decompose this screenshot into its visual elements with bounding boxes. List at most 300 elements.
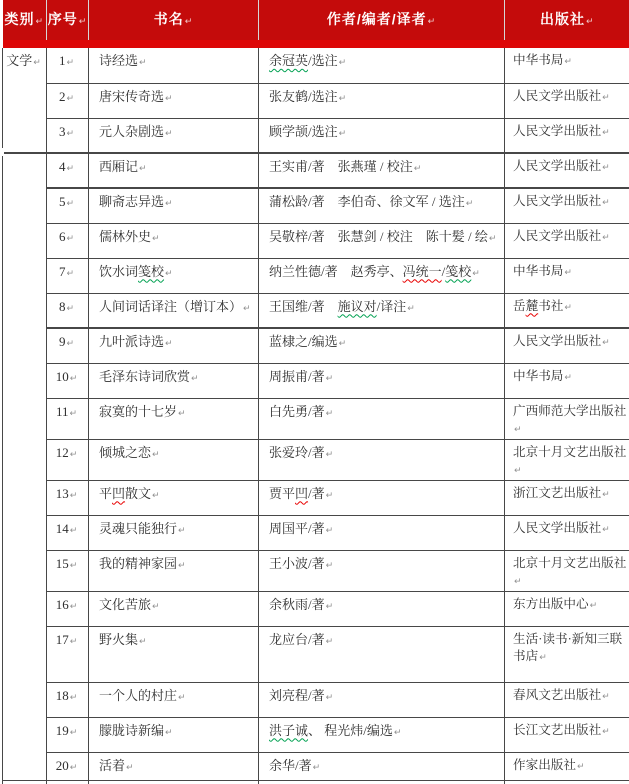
row-number: 5 [59,194,66,209]
pilcrow-mark: ↵ [394,728,402,738]
text-run: 中华书局 [513,53,563,67]
text-run: 中华书局 [513,369,563,383]
cell-publisher [505,591,629,626]
text-run: 顾学颉/选注 [269,124,338,139]
table-row [3,682,629,717]
cell-number [47,439,89,480]
book-list-table [2,0,629,784]
text-run: / [442,264,446,279]
text-run: 西厢记 [99,159,138,174]
cell-publisher [505,328,629,363]
pilcrow-mark: ↵ [602,338,610,348]
cell-author [259,328,505,363]
pilcrow-mark: ↵ [602,727,610,737]
table-left-border-gap [0,148,4,156]
table-row [3,258,629,293]
text-run: 我的精神家园 [99,556,177,571]
cell-number [47,515,89,550]
pilcrow-mark: ↵ [66,234,74,244]
pilcrow-mark: ↵ [466,199,474,209]
pilcrow-mark: ↵ [339,339,347,349]
text-run: 麓 [526,299,539,313]
header-strip-row [3,40,629,48]
cell-number [47,258,89,293]
cell-publisher [505,752,629,780]
pilcrow-mark: ↵ [152,491,160,501]
cell-author [259,258,505,293]
pilcrow-mark: ↵ [178,561,186,571]
pilcrow-mark: ↵ [602,490,610,500]
text-run: 余华/著 [269,758,312,773]
text-run: 浙江文艺出版社 [513,486,601,500]
text-run: 人间词话译注（增订本） [99,299,242,314]
pilcrow-mark: ↵ [564,303,572,313]
header-cell-number [47,0,89,40]
row-number: 9 [59,334,66,349]
row-number: 11 [56,404,69,419]
cell-book-title [89,398,259,439]
pilcrow-mark: ↵ [66,129,74,139]
cell-book-title [89,48,259,83]
text-run: 王国维/著 [269,299,338,314]
cell-book-title [89,293,259,328]
cell-number [47,328,89,363]
pilcrow-mark: ↵ [602,163,610,173]
table-row [3,398,629,439]
table-row [3,328,629,363]
cell-author [259,363,505,398]
pilcrow-mark: ↵ [70,491,78,501]
pilcrow-mark: ↵ [70,693,78,703]
cell-publisher [505,223,629,258]
text-run: 人民文学出版社 [513,229,601,243]
text-run: 余秋雨/著 [269,597,325,612]
table-row [3,591,629,626]
pilcrow-mark: ↵ [339,58,347,68]
cell-author [259,48,505,83]
text-run: 人民文学出版社 [513,124,601,138]
text-run: 饮水词 [99,264,138,279]
cell-number [47,48,89,83]
table-row [3,439,629,480]
cell-number [47,83,89,118]
text-run: 贾平 [269,486,295,501]
cell-publisher [505,398,629,439]
text-run: 蒲松龄/著 李伯奇、徐文军 / 选注 [269,194,465,209]
row-number: 12 [56,445,69,460]
pilcrow-mark: ↵ [590,601,598,611]
text-run: 九叶派诗选 [99,334,164,349]
cell-author [259,780,505,784]
cell-book-title [89,223,259,258]
pilcrow-mark: ↵ [489,234,497,244]
cell-author [259,626,505,682]
pilcrow-mark: ↵ [165,94,173,104]
pilcrow-mark: ↵ [139,164,147,174]
text-run: 白先勇/著 [269,404,325,419]
pilcrow-mark: ↵ [326,637,334,647]
pilcrow-mark: ↵ [70,763,78,773]
cell-number [47,780,89,784]
cell-publisher [505,780,629,784]
cell-number [47,188,89,223]
table-row [3,752,629,780]
row-number: 4 [59,159,66,174]
pilcrow-mark: ↵ [35,17,44,27]
cell-book-title [89,118,259,153]
cell-publisher [505,258,629,293]
pilcrow-mark: ↵ [407,304,415,314]
row-number: 8 [59,299,66,314]
pilcrow-mark: ↵ [472,269,480,279]
header-row [3,0,629,40]
table-row [3,223,629,258]
cell-book-title [89,682,259,717]
header-cell-publisher [505,0,629,40]
pilcrow-mark: ↵ [602,233,610,243]
pilcrow-mark: ↵ [70,561,78,571]
pilcrow-mark: ↵ [185,17,194,27]
text-run: 灵魂只能独行 [99,521,177,536]
pilcrow-mark: ↵ [602,692,610,702]
text-run: 余冠英 [269,53,308,68]
text-run: 凹 [112,486,125,501]
text-run: 纳兰性德/著 赵秀亭、 [269,264,403,279]
pilcrow-mark: ↵ [326,526,334,536]
pilcrow-mark: ↵ [564,57,572,67]
pilcrow-mark: ↵ [66,339,74,349]
pilcrow-mark: ↵ [243,304,251,314]
pilcrow-mark: ↵ [66,269,74,279]
pilcrow-mark: ↵ [514,425,522,435]
text-run: 蓝棣之/编选 [269,334,338,349]
partial-row [3,780,629,784]
text-run: /译注 [377,299,407,314]
text-run: 张爱玲/著 [269,445,325,460]
pilcrow-mark: ↵ [165,728,173,738]
header-label-category: 类别 [4,11,34,27]
cell-book-title [89,480,259,515]
text-run: 人民文学出版社 [513,194,601,208]
pilcrow-mark: ↵ [66,94,74,104]
cell-number [47,480,89,515]
row-number: 6 [59,229,66,244]
pilcrow-mark: ↵ [69,409,77,419]
row-number: 15 [56,556,69,571]
pilcrow-mark: ↵ [70,450,78,460]
table-body [3,48,629,784]
cell-book-title [89,439,259,480]
cell-book-title [89,780,259,784]
cell-publisher [505,515,629,550]
pilcrow-mark: ↵ [79,17,88,27]
text-run: 王实甫/著 张燕瑾 / 校注 [269,159,413,174]
text-run: 笺校 [138,264,164,279]
cell-author [259,515,505,550]
text-run: 洪子诚 [269,723,308,738]
text-run: 聊斋志异选 [99,194,164,209]
text-run: 寂寞的十七岁 [99,404,177,419]
table-row [3,153,629,188]
pilcrow-mark: ↵ [139,58,147,68]
pilcrow-mark: ↵ [326,409,334,419]
cell-publisher [505,118,629,153]
text-run: 诗经选 [99,53,138,68]
category-label: 文学 [6,53,32,68]
cell-number [47,293,89,328]
cell-book-title [89,550,259,591]
text-run: 人民文学出版社 [513,89,601,103]
text-run: 一个人的村庄 [99,688,177,703]
pilcrow-mark: ↵ [326,374,334,384]
pilcrow-mark: ↵ [326,561,334,571]
table-row [3,626,629,682]
cell-book-title [89,515,259,550]
cell-book-title [89,752,259,780]
pilcrow-mark: ↵ [313,763,321,773]
cell-number [47,153,89,188]
cell-book-title [89,363,259,398]
header-label-author: 作者/编者/译者 [327,11,427,27]
text-run: 北京十月文艺出版社 [513,556,626,570]
text-run: 周振甫/著 [269,369,325,384]
cell-author [259,682,505,717]
pilcrow-mark: ↵ [326,602,334,612]
text-run: 作家出版社 [513,758,576,772]
cell-publisher [505,363,629,398]
row-number: 7 [59,264,66,279]
text-run: 刘亮程/著 [269,688,325,703]
table-header [3,0,629,48]
table-row [3,515,629,550]
pilcrow-mark: ↵ [178,409,186,419]
cell-number [47,626,89,682]
row-number: 17 [56,632,69,647]
text-run: 中华书局 [513,264,563,278]
header-label-publisher: 出版社 [540,11,585,27]
pilcrow-mark: ↵ [165,199,173,209]
pilcrow-mark: ↵ [339,94,347,104]
cell-author [259,223,505,258]
pilcrow-mark: ↵ [139,637,147,647]
cell-author [259,398,505,439]
table-row [3,48,629,83]
table-row [3,188,629,223]
header-label-title: 书名 [154,11,184,27]
pilcrow-mark: ↵ [602,93,610,103]
pilcrow-mark: ↵ [326,450,334,460]
cell-number [47,363,89,398]
row-number: 20 [56,758,69,773]
text-run: 散文 [125,486,151,501]
header-label-number: 序号 [48,11,78,27]
pilcrow-mark: ↵ [165,129,173,139]
pilcrow-mark: ↵ [70,602,78,612]
text-run: 儒林外史 [99,229,151,244]
cell-category [3,48,47,153]
cell-publisher [505,717,629,752]
cell-publisher [505,48,629,83]
cell-author [259,439,505,480]
pilcrow-mark: ↵ [414,164,422,174]
text-run: 施议对 [338,299,377,314]
cell-book-title [89,153,259,188]
text-run: 张友鹤/选注 [269,89,338,104]
text-run: 吴敬梓/著 张慧剑 / 校注 陈十髪 / 绘 [269,229,488,244]
cell-number [47,223,89,258]
cell-book-title [89,328,259,363]
text-run: 唐宋传奇选 [99,89,164,104]
text-run: 北京十月文艺出版社 [513,445,626,459]
header-cell-title [89,0,259,40]
pilcrow-mark: ↵ [577,762,585,772]
pilcrow-mark: ↵ [66,164,74,174]
cell-publisher [505,626,629,682]
cell-book-title [89,591,259,626]
pilcrow-mark: ↵ [602,525,610,535]
text-run: 龙应台/著 [269,632,325,647]
text-run: 人民文学出版社 [513,521,601,535]
cell-author [259,550,505,591]
pilcrow-mark: ↵ [70,637,78,647]
pilcrow-mark: ↵ [178,693,186,703]
text-run: 笺校 [445,264,471,279]
text-run: 活着 [99,758,125,773]
pilcrow-mark: ↵ [428,17,437,27]
pilcrow-mark: ↵ [564,373,572,383]
cell-book-title [89,717,259,752]
cell-category [3,153,47,780]
pilcrow-mark: ↵ [339,129,347,139]
pilcrow-mark: ↵ [602,128,610,138]
row-number: 19 [56,723,69,738]
cell-publisher [505,480,629,515]
cell-publisher [505,293,629,328]
row-number: 10 [56,369,69,384]
cell-author [259,83,505,118]
pilcrow-mark: ↵ [326,693,334,703]
cell-book-title [89,258,259,293]
cell-number [47,752,89,780]
text-run: 冯统一 [403,264,442,279]
cell-number [47,717,89,752]
header-cell-author [259,0,505,40]
cell-author [259,293,505,328]
pilcrow-mark: ↵ [514,466,522,476]
cell-author [259,188,505,223]
header-red-strip [3,40,629,48]
cell-publisher [505,682,629,717]
text-run: 文化苦旅 [99,597,151,612]
table-row [3,293,629,328]
pilcrow-mark: ↵ [152,602,160,612]
text-run: 长江文艺出版社 [513,723,601,737]
cell-author [259,118,505,153]
pilcrow-mark: ↵ [70,374,78,384]
text-run: 、 程光炜/编选 [308,723,393,738]
pilcrow-mark: ↵ [564,268,572,278]
row-number: 13 [56,486,69,501]
cell-number [47,591,89,626]
row-number: 3 [59,124,66,139]
pilcrow-mark: ↵ [152,450,160,460]
cell-category [3,780,47,784]
cell-publisher [505,550,629,591]
cell-book-title [89,626,259,682]
pilcrow-mark: ↵ [66,199,74,209]
cell-author [259,153,505,188]
text-run: 春风文艺出版社 [513,688,601,702]
cell-number [47,682,89,717]
cell-number [47,550,89,591]
table-row [3,480,629,515]
cell-publisher [505,153,629,188]
cell-publisher [505,439,629,480]
cell-author [259,752,505,780]
pilcrow-mark: ↵ [326,491,334,501]
pilcrow-mark: ↵ [178,526,186,536]
table-row [3,363,629,398]
pilcrow-mark: ↵ [514,577,522,587]
text-run: 毛泽东诗词欣赏 [99,369,190,384]
table-row [3,550,629,591]
pilcrow-mark: ↵ [586,17,595,27]
table-row [3,83,629,118]
text-run: 平 [99,486,112,501]
pilcrow-mark: ↵ [165,339,173,349]
pilcrow-mark: ↵ [66,58,74,68]
cell-author [259,480,505,515]
text-run: 周国平/著 [269,521,325,536]
cell-number [47,398,89,439]
pilcrow-mark: ↵ [70,526,78,536]
pilcrow-mark: ↵ [126,763,134,773]
text-run: 生活·读书·新知三联 [513,632,622,646]
pilcrow-mark: ↵ [70,728,78,738]
text-run: 凹 [295,486,308,501]
text-run: 野火集 [99,632,138,647]
text-run: 倾城之恋 [99,445,151,460]
pilcrow-mark: ↵ [539,653,547,663]
pilcrow-mark: ↵ [191,374,199,384]
table-row [3,118,629,153]
text-run: 元人杂剧选 [99,124,164,139]
text-run: 王小波/著 [269,556,325,571]
pilcrow-mark: ↵ [165,269,173,279]
text-run: 东方出版中心 [513,597,589,611]
pilcrow-mark: ↵ [33,58,41,68]
text-run: 朦胧诗新编 [99,723,164,738]
text-run: 岳 [513,299,526,313]
row-number: 2 [59,89,66,104]
text-run: 人民文学出版社 [513,334,601,348]
text-run: 书店 [513,649,538,663]
row-number: 1 [59,53,66,68]
text-run: 人民文学出版社 [513,159,601,173]
cell-book-title [89,188,259,223]
row-number: 14 [56,521,69,536]
text-run: 广西师范大学出版社 [513,404,626,418]
cell-book-title [89,83,259,118]
text-run: /著 [308,486,325,501]
pilcrow-mark: ↵ [602,198,610,208]
pilcrow-mark: ↵ [152,234,160,244]
header-cell-category [3,0,47,40]
cell-publisher [505,83,629,118]
cell-publisher [505,188,629,223]
text-run: /选注 [308,53,338,68]
cell-author [259,591,505,626]
